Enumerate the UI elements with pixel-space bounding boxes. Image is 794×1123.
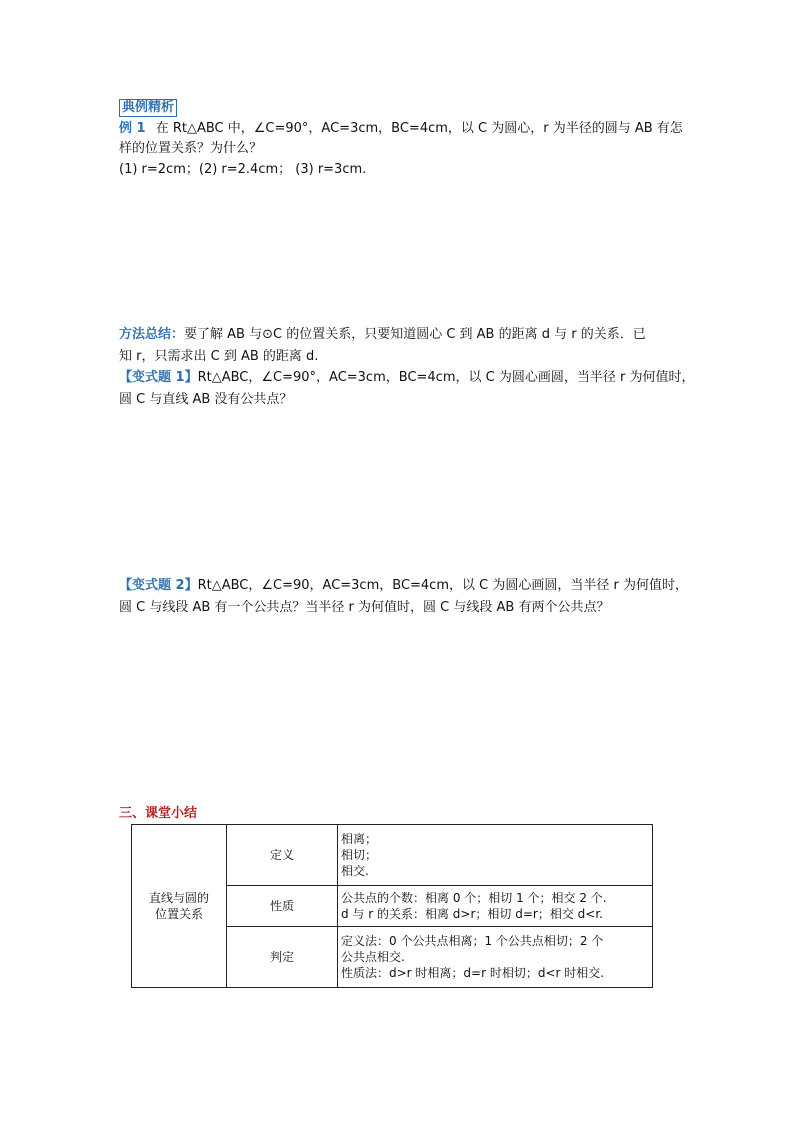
variant2-text-1: Rt△ABC，∠C=90，AC=3cm，BC=4cm，以 C 为圆心画圆，当半径 r 为何值时， <box>197 578 688 593</box>
example-text-3: (1) r=2cm；(2) r=2.4cm； (3) r=3cm. <box>119 162 367 177</box>
variant1-text-2: 圆 C 与直线 AB 没有公共点？ <box>119 392 293 407</box>
definition-label-cell: 定义 <box>227 825 338 886</box>
variant1-text-1: Rt△ABC，∠C=90°，AC=3cm，BC=4cm，以 C 为圆心画圆，当半径 r 为何值时， <box>197 370 695 385</box>
summary-heading <box>119 806 197 822</box>
definition-line: 相离； <box>341 832 378 846</box>
summary-heading-text: 三、课堂小结 <box>119 806 198 821</box>
section-tag-label: 典例精析 <box>119 99 177 117</box>
judgement-line: 性质法：d>r 时相离；d=r 时相切；d<r 时相交. <box>341 966 605 980</box>
property-line: 公共点的个数：相离 0 个；相切 1 个；相交 2 个. <box>341 891 607 905</box>
judgement-label-cell: 判定 <box>227 927 338 988</box>
variant1-label: 【变式题 1】 <box>119 370 198 385</box>
judgement-line: 公共点相交. <box>341 950 405 964</box>
row-header-line-1: 直线与圆的 <box>148 891 209 905</box>
method-text-2: 知 r，只需求出 C 到 AB 的距离 d. <box>119 349 319 364</box>
property-label-cell: 性质 <box>227 886 338 927</box>
example-text-1: 在 Rt△ABC 中，∠C=90°，AC=3cm，BC=4cm，以 C 为圆心，r 为半径的圆与 AB 有怎 <box>155 121 683 136</box>
table-row <box>132 825 653 886</box>
variant2-line-1 <box>119 578 688 594</box>
definition-line: 相切； <box>341 848 378 862</box>
example-line-1 <box>119 121 683 137</box>
judgement-content-cell <box>338 927 653 988</box>
method-line-1 <box>119 327 646 343</box>
variant2-text-2: 圆 C 与线段 AB 有一个公共点？当半径 r 为何值时，圆 C 与线段 AB 有两个公共点？ <box>119 600 610 615</box>
row-header-cell <box>132 825 227 988</box>
section-tag <box>119 99 177 117</box>
method-text-1: 要了解 AB 与⊙C 的位置关系，只要知道圆心 C 到 AB 的距离 d 与 r 的关系．已 <box>184 327 646 342</box>
summary-table <box>131 824 653 988</box>
row-header-line-2: 位置关系 <box>154 907 203 921</box>
property-content-cell <box>338 886 653 927</box>
property-line: d 与 r 的关系：相离 d>r；相切 d=r；相交 d<r. <box>341 907 603 921</box>
method-label: 方法总结： <box>119 327 185 342</box>
example-text-2: 样的位置关系？为什么？ <box>119 141 263 156</box>
definition-line: 相交. <box>341 864 369 878</box>
variant2-label: 【变式题 2】 <box>119 578 198 593</box>
judgement-line: 定义法：0 个公共点相离；1 个公共点相切；2 个 <box>341 934 604 948</box>
definition-content-cell <box>338 825 653 886</box>
variant1-line-1 <box>119 370 694 386</box>
example-label: 例 1 <box>119 121 146 136</box>
